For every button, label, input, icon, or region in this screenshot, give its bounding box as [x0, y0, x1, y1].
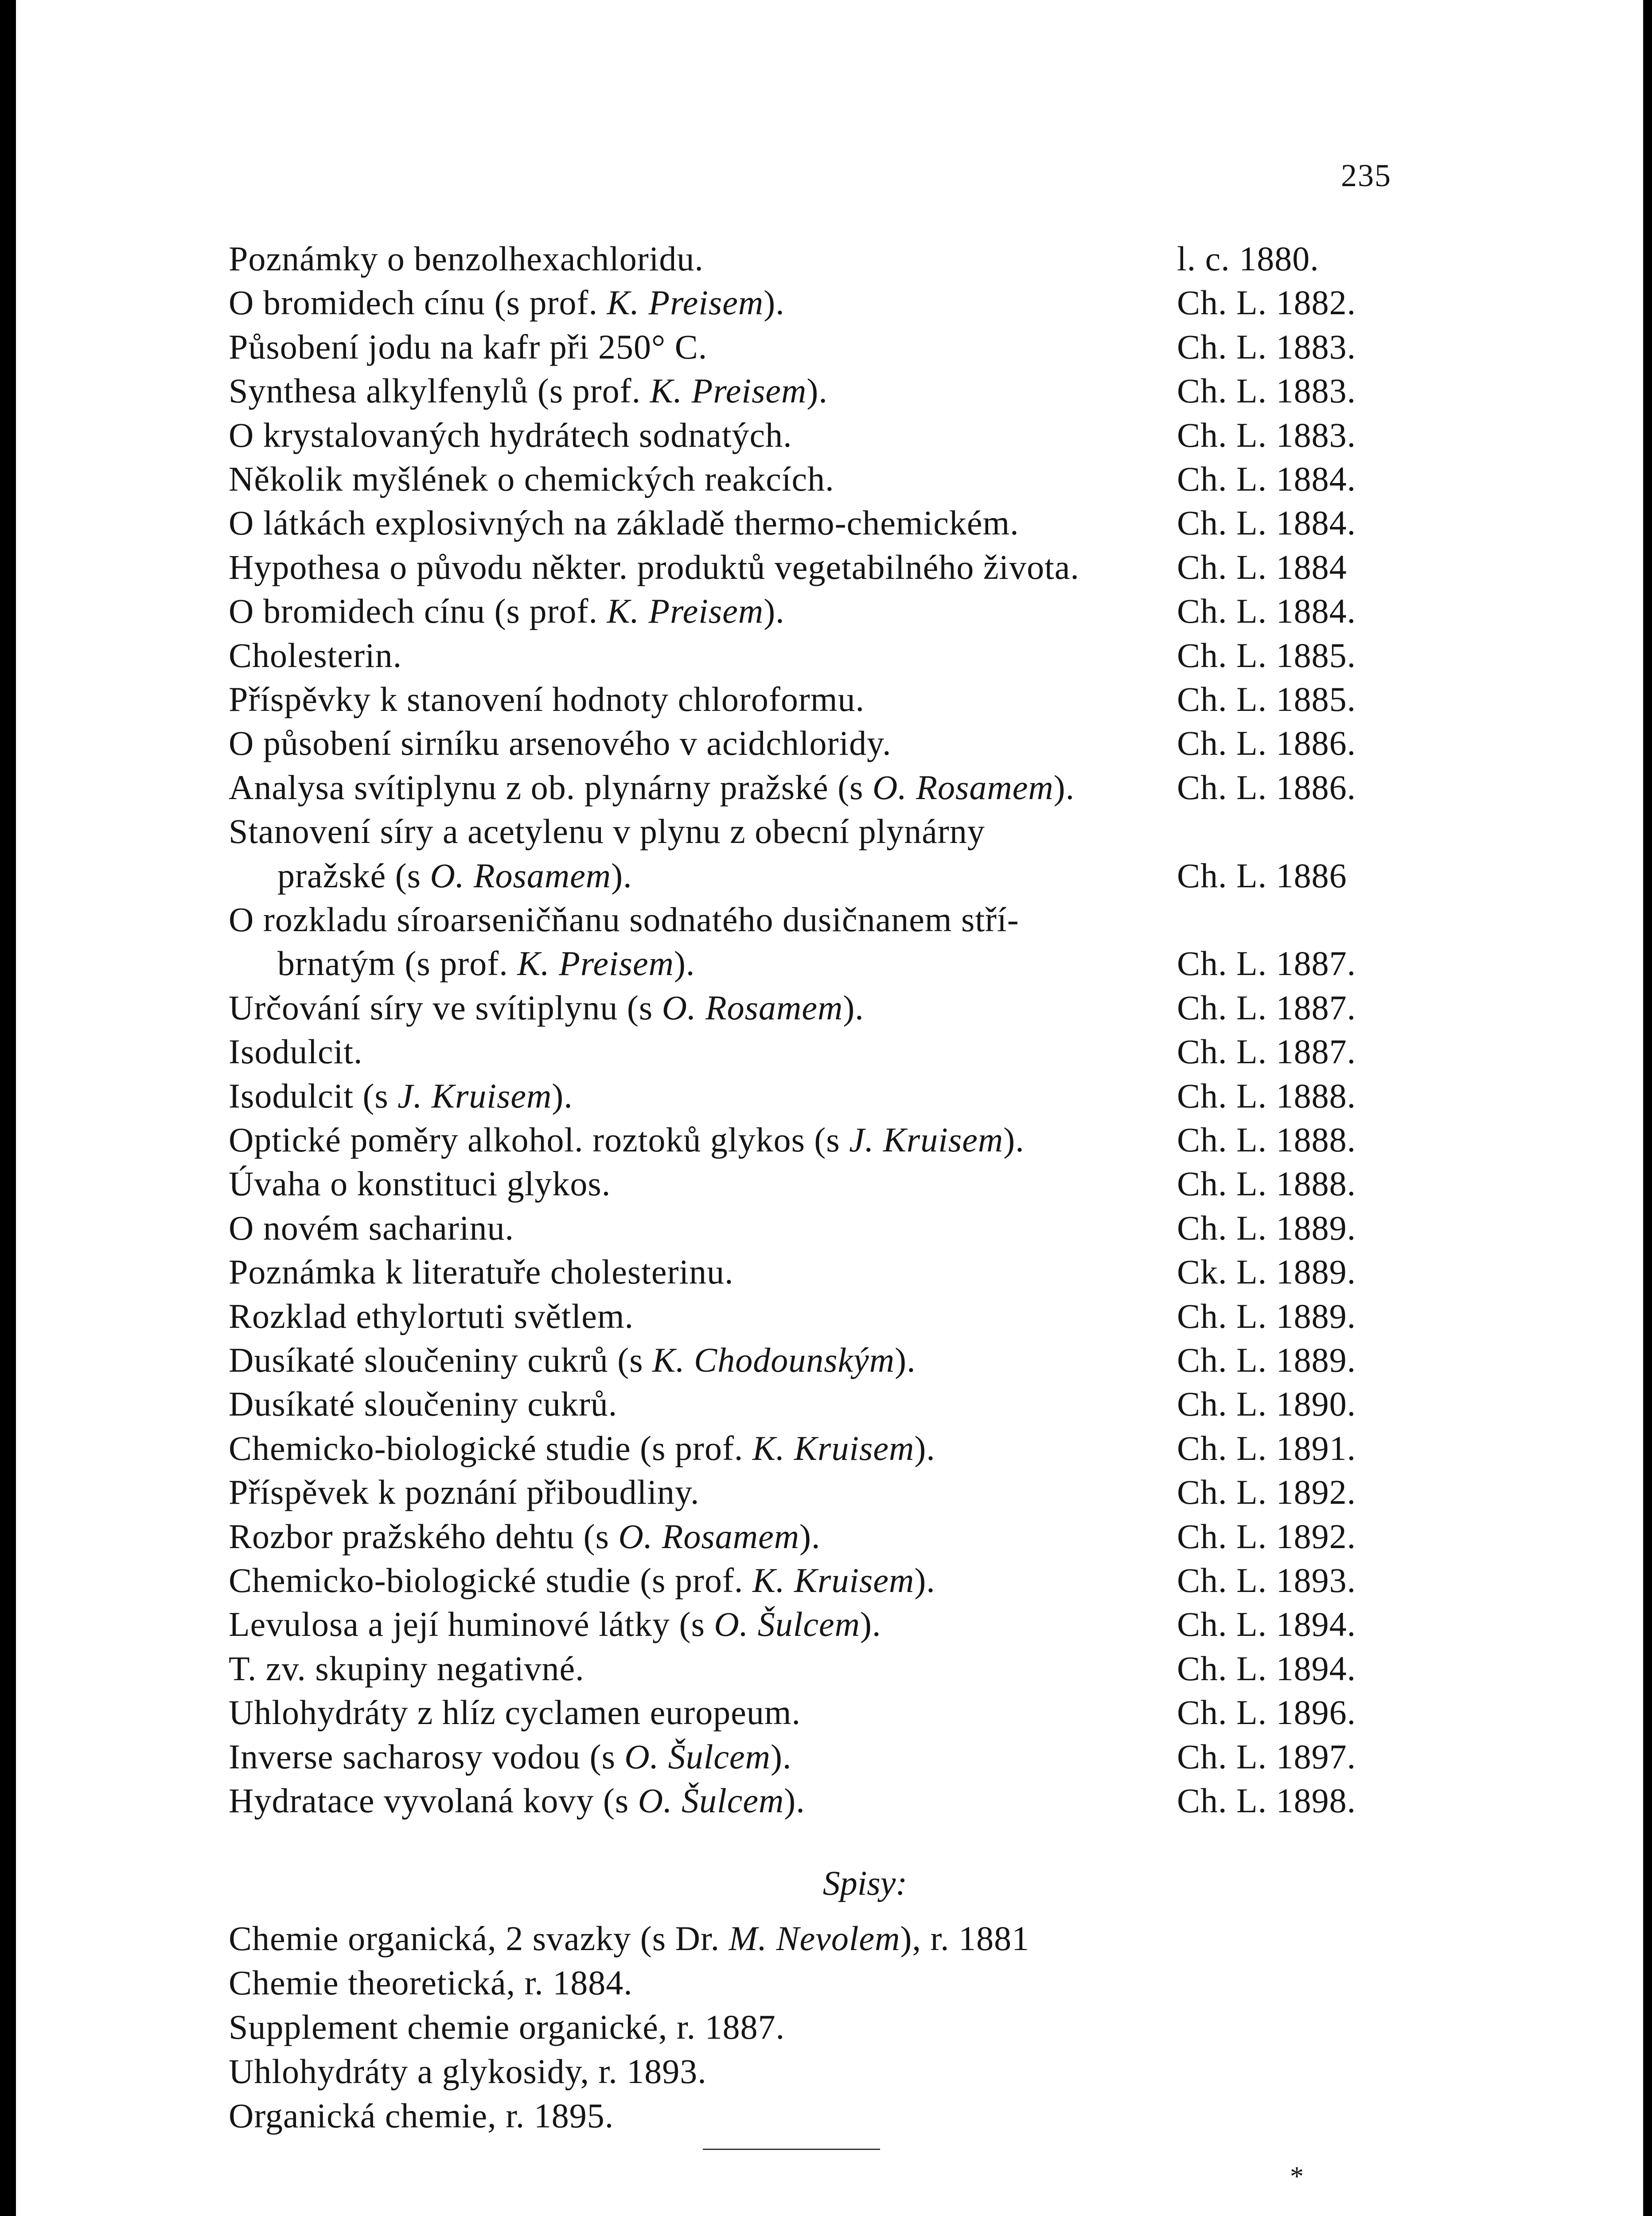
publication-reference: Ch. L. 1887. — [1177, 1032, 1356, 1071]
coauthor-name: J. Kruisem — [397, 1077, 552, 1115]
entry-text-end: ). — [784, 1781, 805, 1820]
publication-reference: Ch. L. 1884. — [1177, 592, 1356, 630]
publication-title — [229, 1695, 801, 1730]
entry-text: Chemicko-biologické studie (s prof. — [229, 1561, 752, 1600]
publication-title — [229, 503, 1019, 542]
publication-reference: Ch. L. 1883. — [1177, 371, 1356, 410]
publication-reference: Ch. L. 1884. — [1177, 503, 1356, 542]
book-entry — [229, 1921, 1029, 1956]
publication-reference: Ch. L. 1889. — [1177, 1297, 1356, 1335]
publication-reference: Ch. L. 1888. — [1177, 1077, 1356, 1115]
publication-entry — [16, 726, 1643, 770]
publication-title — [229, 1211, 514, 1245]
publication-title — [229, 770, 1075, 805]
publication-reference: Ch. L. 1888. — [1177, 1120, 1356, 1159]
publication-title — [229, 1387, 617, 1421]
publication-entry — [16, 239, 1643, 286]
publication-entry — [16, 1211, 1643, 1255]
entry-text-end: ). — [843, 988, 864, 1027]
publication-reference: Ch. L. 1890. — [1177, 1385, 1356, 1423]
publication-entry — [16, 1607, 1643, 1651]
publication-title — [277, 946, 695, 981]
publication-title — [229, 550, 1079, 585]
publication-reference: Ch. L. 1887. — [1177, 988, 1356, 1027]
publication-entry — [16, 1737, 1643, 1784]
publication-entry — [16, 1563, 1643, 1607]
publication-title — [229, 1252, 734, 1291]
entry-text: O látkách explosivných na základě thermo-chemickém. — [229, 503, 1019, 542]
entry-text: Chemie theoretická, r. 1884. — [229, 1963, 633, 2002]
publication-entry — [16, 770, 1643, 815]
coauthor-name: J. Kruisem — [849, 1120, 1004, 1159]
entry-text: Hypothesa o původu někter. produktů vegetabilného života. — [229, 548, 1079, 586]
publication-entry — [16, 503, 1643, 550]
publication-reference: Ch. L. 1886. — [1177, 724, 1356, 762]
publication-entry — [16, 1695, 1643, 1740]
publication-entry — [16, 550, 1643, 594]
entry-text-end: ). — [611, 856, 632, 895]
entry-text: Synthesa alkylfenylů (s prof. — [229, 371, 650, 410]
entry-text: Příspěvek k poznání přiboudliny. — [229, 1473, 700, 1511]
entry-text: Optické poměry alkohol. roztoků glykos (s — [229, 1120, 849, 1159]
page-number: 235 — [1341, 158, 1391, 193]
entry-text: O bromidech cínu (s prof. — [229, 592, 607, 630]
publication-title — [229, 902, 1019, 937]
publication-title — [229, 1519, 821, 1554]
entry-text: Supplement chemie organické, r. 1887. — [229, 2008, 785, 2046]
publication-entry — [16, 1164, 1643, 1211]
publication-reference: Ch. L. 1886 — [1177, 856, 1347, 895]
publication-entry — [16, 371, 1643, 418]
coauthor-name: K. Chodounským — [652, 1341, 895, 1379]
entry-text: Stanovení síry a acetylenu v plynu z obecní plynárny — [229, 812, 985, 851]
publication-reference: Ch. L. 1893. — [1177, 1561, 1356, 1600]
publication-title — [229, 1563, 935, 1598]
coauthor-name: O. Šulcem — [638, 1781, 784, 1820]
entry-text-end: ). — [914, 1561, 935, 1600]
publication-entry — [16, 988, 1643, 1035]
publication-title — [229, 371, 828, 410]
publication-reference: Ch. L. 1885. — [1177, 680, 1356, 718]
publication-reference: Ck. L. 1889. — [1177, 1252, 1356, 1291]
publication-title — [229, 1343, 916, 1377]
publication-reference: Ch. L. 1887. — [1177, 944, 1356, 983]
publication-reference: Ch. L. 1889. — [1177, 1341, 1356, 1379]
writings-heading: Spisy: — [822, 1864, 908, 1902]
entry-text: T. zv. skupiny negativné. — [229, 1649, 584, 1688]
entry-text-end: ). — [895, 1341, 916, 1379]
publication-entry — [16, 594, 1643, 638]
publication-reference: Ch. L. 1883. — [1177, 328, 1356, 366]
publication-reference: Ch. L. 1889. — [1177, 1209, 1356, 1247]
publication-entry — [16, 418, 1643, 462]
publication-reference: Ch. L. 1898. — [1177, 1781, 1356, 1820]
entry-text-end: ). — [552, 1077, 573, 1115]
entry-text: Levulosa a její huminové látky (s — [229, 1605, 714, 1643]
publication-reference: Ch. L. 1883. — [1177, 416, 1356, 454]
closing-rule — [703, 2149, 880, 2150]
entry-text: Příspěvky k stanovení hodnoty chloroformu. — [229, 680, 865, 718]
entry-text-end: ). — [860, 1605, 881, 1643]
entry-text: Uhlohydráty a glykosidy, r. 1893. — [229, 2052, 707, 2091]
publication-title — [229, 594, 785, 628]
publication-entry — [16, 1079, 1643, 1123]
publication-entry — [16, 462, 1643, 506]
publication-reference: Ch. L. 1886. — [1177, 768, 1356, 807]
publication-reference: Ch. L. 1894. — [1177, 1605, 1356, 1643]
entry-text: Určování síry ve svítiplynu (s — [229, 988, 662, 1027]
entry-text: Několik myšlének o chemických reakcích. — [229, 460, 834, 498]
entry-text: Uhlohydráty z hlíz cyclamen europeum. — [229, 1693, 801, 1732]
publication-entry — [16, 1651, 1643, 1696]
publication-entry — [16, 1475, 1643, 1519]
publication-reference: Ch. L. 1892. — [1177, 1473, 1356, 1511]
coauthor-name: K. Preisem — [607, 592, 764, 630]
entry-text-end: ). — [764, 592, 785, 630]
publication-reference: Ch. L. 1891. — [1177, 1429, 1356, 1467]
entry-text: Inverse sacharosy vodou (s — [229, 1737, 625, 1776]
publication-entry — [16, 1343, 1643, 1387]
entry-text: Působení jodu na kafr při 250° C. — [229, 328, 708, 366]
publication-title — [229, 1164, 611, 1203]
entry-text-end: ). — [914, 1429, 935, 1467]
publication-entry — [16, 1387, 1643, 1431]
publication-entry — [16, 1431, 1643, 1475]
publication-entry — [16, 682, 1643, 726]
publication-entry — [16, 1252, 1643, 1299]
publication-title — [229, 1120, 1025, 1159]
publication-title — [229, 682, 865, 717]
entry-text: Cholesterin. — [229, 636, 402, 675]
publication-title — [229, 1299, 634, 1334]
publication-title — [229, 330, 707, 364]
publication-entry — [16, 1299, 1643, 1343]
publication-entry — [16, 946, 1643, 991]
entry-text-end: ). — [1053, 768, 1075, 807]
coauthor-name: O. Rosamem — [618, 1517, 800, 1556]
publication-title — [229, 462, 834, 496]
entry-text: Analysa svítiplynu z ob. plynárny pražské (s — [229, 768, 873, 807]
entry-text: Chemie organická, 2 svazky (s Dr. — [229, 1919, 729, 1958]
entry-text: Poznámka k literatuře cholesterinu. — [229, 1252, 734, 1291]
entry-text: Organická chemie, r. 1895. — [229, 2096, 614, 2135]
coauthor-name: O. Rosamem — [662, 988, 843, 1027]
entry-text-end: ). — [799, 1517, 821, 1556]
entry-text: Chemicko-biologické studie (s prof. — [229, 1429, 752, 1467]
publication-title — [229, 239, 704, 278]
entry-text: brnatým (s prof. — [277, 944, 518, 983]
publication-reference: Ch. L. 1884 — [1177, 548, 1347, 586]
entry-text: O působení sirníku arsenového v acidchloridy. — [229, 724, 892, 762]
entry-text: Hydratace vyvolaná kovy (s — [229, 1781, 638, 1820]
publication-entry — [16, 1120, 1643, 1167]
book-entry — [229, 2010, 785, 2044]
book-entry — [229, 1963, 633, 2002]
entry-text: Isodulcit (s — [229, 1077, 398, 1115]
publication-reference: Ch. L. 1897. — [1177, 1737, 1356, 1776]
document-page — [16, 0, 1643, 2216]
publication-entry — [16, 1034, 1643, 1079]
publication-title — [229, 285, 785, 320]
entry-text: O novém sacharinu. — [229, 1209, 514, 1247]
entry-text: O krystalovaných hydrátech sodnatých. — [229, 416, 792, 454]
publication-entry — [16, 285, 1643, 330]
publication-title — [229, 1737, 792, 1776]
coauthor-name: K. Kruisem — [752, 1561, 915, 1600]
publication-title — [229, 1034, 362, 1069]
entry-text: Poznámky o benzolhexachloridu. — [229, 239, 704, 278]
publication-entry — [16, 1783, 1643, 1828]
entry-text: Rozklad ethylortuti světlem. — [229, 1297, 634, 1335]
publication-title — [229, 988, 864, 1027]
publication-reference: Ch. L. 1896. — [1177, 1693, 1356, 1732]
publication-entry — [16, 638, 1643, 683]
publication-reference: Ch. L. 1894. — [1177, 1649, 1356, 1688]
entry-text-end: ). — [764, 283, 785, 322]
publication-title — [229, 726, 892, 761]
entry-text: Rozbor pražského dehtu (s — [229, 1517, 619, 1556]
entry-text-end: ). — [807, 371, 828, 410]
publication-title — [229, 1783, 805, 1818]
publication-reference: Ch. L. 1885. — [1177, 636, 1356, 675]
entry-text: Úvaha o konstituci glykos. — [229, 1164, 611, 1203]
coauthor-name: O. Rosamem — [873, 768, 1054, 807]
publication-title — [229, 1651, 584, 1686]
publication-entry — [16, 814, 1643, 858]
entry-text-end: ). — [1003, 1120, 1025, 1159]
entry-text-end: ), r. 1881 — [900, 1919, 1030, 1958]
entry-text-end: ). — [771, 1737, 792, 1776]
publication-reference: Ch. L. 1882. — [1177, 283, 1356, 322]
publication-title — [229, 814, 985, 849]
publication-reference: Ch. L. 1888. — [1177, 1164, 1356, 1203]
publication-entry — [16, 858, 1643, 903]
coauthor-name: K. Preisem — [517, 944, 674, 983]
footer-asterisk: * — [1290, 2161, 1304, 2192]
publication-reference: Ch. L. 1892. — [1177, 1517, 1356, 1556]
publication-title — [229, 1431, 935, 1466]
publication-title — [229, 1607, 881, 1642]
entry-text: Dusíkaté sloučeniny cukrů (s — [229, 1341, 653, 1379]
book-entry — [229, 2096, 614, 2135]
publication-title — [277, 858, 632, 893]
coauthor-name: K. Preisem — [650, 371, 807, 410]
publication-title — [229, 418, 792, 453]
entry-text: Dusíkaté sloučeniny cukrů. — [229, 1385, 618, 1423]
entry-text: O bromidech cínu (s prof. — [229, 283, 607, 322]
publication-entry — [16, 902, 1643, 947]
coauthor-name: K. Preisem — [607, 283, 764, 322]
book-entry — [229, 2054, 707, 2089]
entry-text: pražské (s — [277, 856, 430, 895]
coauthor-name: O. Šulcem — [624, 1737, 771, 1776]
coauthor-name: O. Šulcem — [714, 1605, 860, 1643]
publication-entry — [16, 330, 1643, 374]
coauthor-name: M. Nevolem — [729, 1919, 900, 1958]
publication-title — [229, 638, 402, 673]
publication-title — [229, 1475, 699, 1510]
entry-text: O rozkladu síroarseničňanu sodnatého dusičnanem stří- — [229, 900, 1019, 939]
publication-entry — [16, 1519, 1643, 1564]
entry-text-end: ). — [674, 944, 695, 983]
publication-title — [229, 1079, 573, 1113]
publication-reference: Ch. L. 1884. — [1177, 460, 1356, 498]
entry-text: Isodulcit. — [229, 1032, 363, 1071]
coauthor-name: K. Kruisem — [752, 1429, 915, 1467]
publication-reference: l. c. 1880. — [1177, 239, 1319, 278]
coauthor-name: O. Rosamem — [430, 856, 612, 895]
